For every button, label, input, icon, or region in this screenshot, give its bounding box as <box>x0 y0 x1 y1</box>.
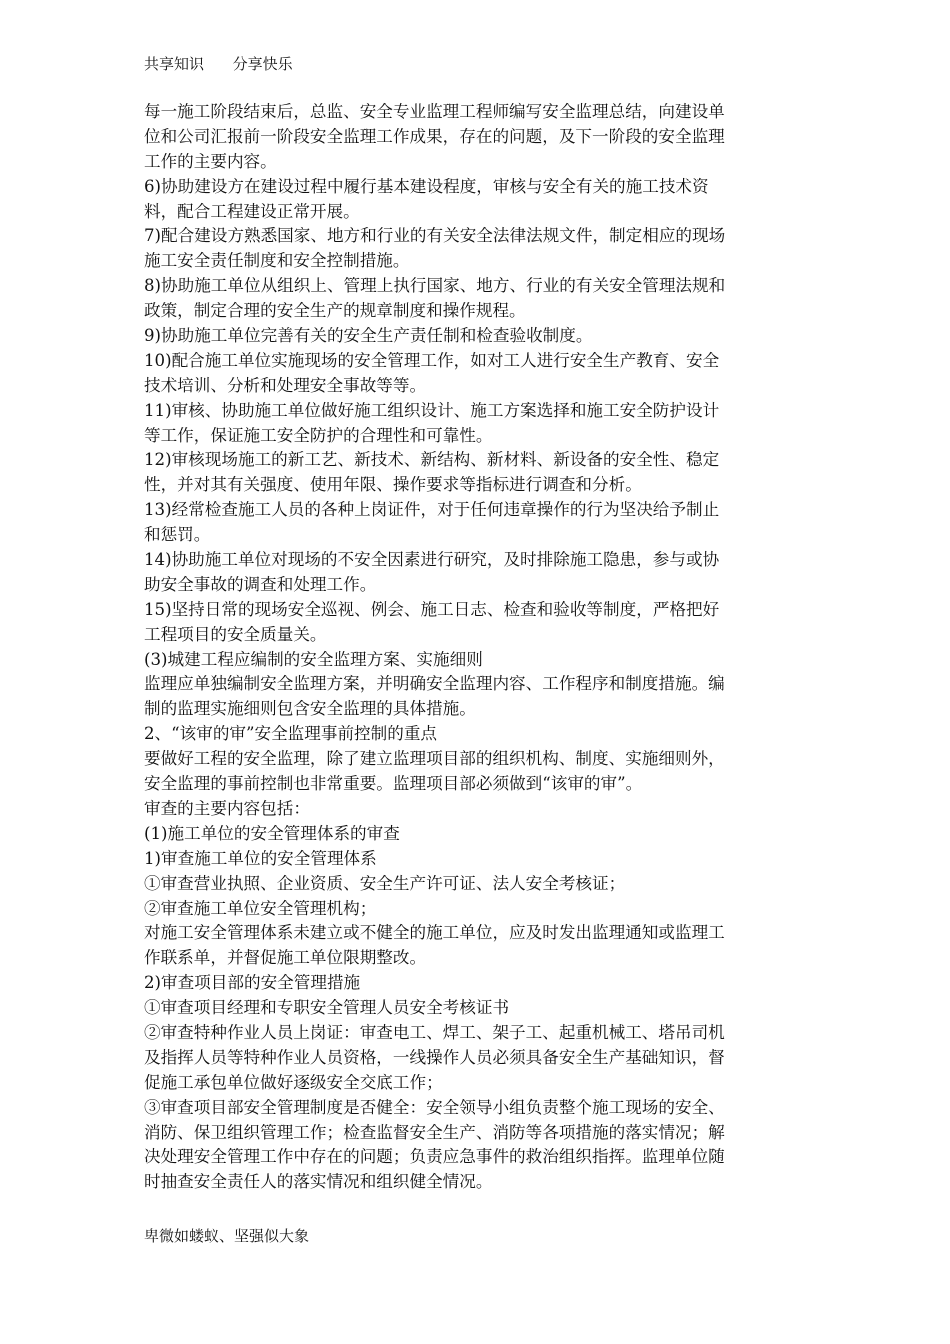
section-heading: (1)施工单位的安全管理体系的审查 <box>144 823 400 843</box>
body-line: 制的监理实施细则包含安全监理的具体措施。 <box>144 699 476 719</box>
body-line: 性，并对其有关强度、使用年限、操作要求等指标进行调查和分析。 <box>144 475 642 495</box>
body-line: 施工安全责任制度和安全控制措施。 <box>144 251 410 271</box>
section-heading: 2、“该审的审”安全监理事前控制的重点 <box>144 724 438 744</box>
body-line: ②审查施工单位安全管理机构； <box>144 898 377 918</box>
body-line: 政策，制定合理的安全生产的规章制度和操作规程。 <box>144 301 526 321</box>
body-line: 等工作，保证施工安全防护的合理性和可靠性。 <box>144 425 493 445</box>
body-line: 消防、保卫组织管理工作；检查监督安全生产、消防等各项措施的落实情况；解 <box>144 1122 725 1142</box>
body-line: 及指挥人员等特种作业人员资格，一线操作人员必须具备安全生产基础知识，督 <box>144 1047 725 1067</box>
body-line: 时抽查安全责任人的落实情况和组织健全情况。 <box>144 1172 493 1192</box>
body-line: 料，配合工程建设正常开展。 <box>144 201 360 221</box>
body-line: 工作的主要内容。 <box>144 151 277 171</box>
section-heading: 2)审查项目部的安全管理措施 <box>144 973 361 993</box>
body-line: ①审查项目经理和专职安全管理人员安全考核证书 <box>144 998 510 1018</box>
body-line: ①审查营业执照、企业资质、安全生产许可证、法人安全考核证； <box>144 873 626 893</box>
body-line: 安全监理的事前控制也非常重要。监理项目部必须做到“该审的审”。 <box>144 774 643 794</box>
body-line: 每一施工阶段结束后，总监、安全专业监理工程师编写安全监理总结，向建设单 <box>144 102 725 121</box>
header-left-text: 共享知识 <box>144 55 205 73</box>
body-line: 位和公司汇报前一阶段安全监理工作成果，存在的问题，及下一阶段的安全监理 <box>144 126 725 146</box>
body-line: 8)协助施工单位从组织上、管理上执行国家、地方、行业的有关安全管理法规和 <box>144 276 726 296</box>
body-line: ②审查特种作业人员上岗证：审查电工、焊工、架子工、起重机械工、塔吊司机 <box>144 1022 725 1042</box>
body-line: 助安全事故的调查和处理工作。 <box>144 574 377 594</box>
body-line: 技术培训、分析和处理安全事故等等。 <box>144 375 427 395</box>
header-right-text: 分享快乐 <box>232 55 293 73</box>
body-line: 审查的主要内容包括： <box>144 798 310 818</box>
body-line: ③审查项目部安全管理制度是否健全：安全领导小组负责整个施工现场的安全、 <box>144 1097 725 1117</box>
body-line: 11)审核、协助施工单位做好施工组织设计、施工方案选择和施工安全防护设计 <box>144 400 720 420</box>
body-line: 6)协助建设方在建设过程中履行基本建设程度，审核与安全有关的施工技术资 <box>144 176 709 196</box>
body-line: 工程项目的安全质量关。 <box>144 624 327 644</box>
body-line: 15)坚持日常的现场安全巡视、例会、施工日志、检查和验收等制度，严格把好 <box>144 599 720 619</box>
section-heading: 1)审查施工单位的安全管理体系 <box>144 848 377 868</box>
body-line: 监理应单独编制安全监理方案，并明确安全监理内容、工作程序和制度措施。编 <box>144 674 725 694</box>
body-line: 作联系单，并督促施工单位限期整改。 <box>144 948 427 968</box>
body-line: 14)协助施工单位对现场的不安全因素进行研究，及时排除施工隐患，参与或协 <box>144 550 720 570</box>
body-line: 10)配合施工单位实施现场的安全管理工作，如对工人进行安全生产教育、安全 <box>144 350 720 370</box>
body-line: 7)配合建设方熟悉国家、地方和行业的有关安全法律法规文件，制定相应的现场 <box>144 226 726 246</box>
body-line: 对施工安全管理体系未建立或不健全的施工单位，应及时发出监理通知或监理工 <box>144 923 725 943</box>
document-body <box>144 100 816 1195</box>
page-footer: 卑微如蝼蚁、坚强似大象 <box>144 1227 310 1245</box>
section-heading: (3)城建工程应编制的安全监理方案、实施细则 <box>144 649 483 669</box>
body-line: 和惩罚。 <box>144 525 211 545</box>
body-line: 12)审核现场施工的新工艺、新技术、新结构、新材料、新设备的安全性、稳定 <box>144 450 720 470</box>
body-line: 9)协助施工单位完善有关的安全生产责任制和检查验收制度。 <box>144 326 593 346</box>
body-line: 13)经常检查施工人员的各种上岗证件，对于任何违章操作的行为坚决给予制止 <box>144 500 720 520</box>
body-line: 促施工承包单位做好逐级安全交底工作； <box>144 1072 443 1092</box>
body-line: 决处理安全管理工作中存在的问题；负责应急事件的救治组织指挥。监理单位随 <box>144 1147 725 1167</box>
body-line: 要做好工程的安全监理，除了建立监理项目部的组织机构、制度、实施细则外， <box>144 749 725 769</box>
page-header <box>144 54 293 74</box>
